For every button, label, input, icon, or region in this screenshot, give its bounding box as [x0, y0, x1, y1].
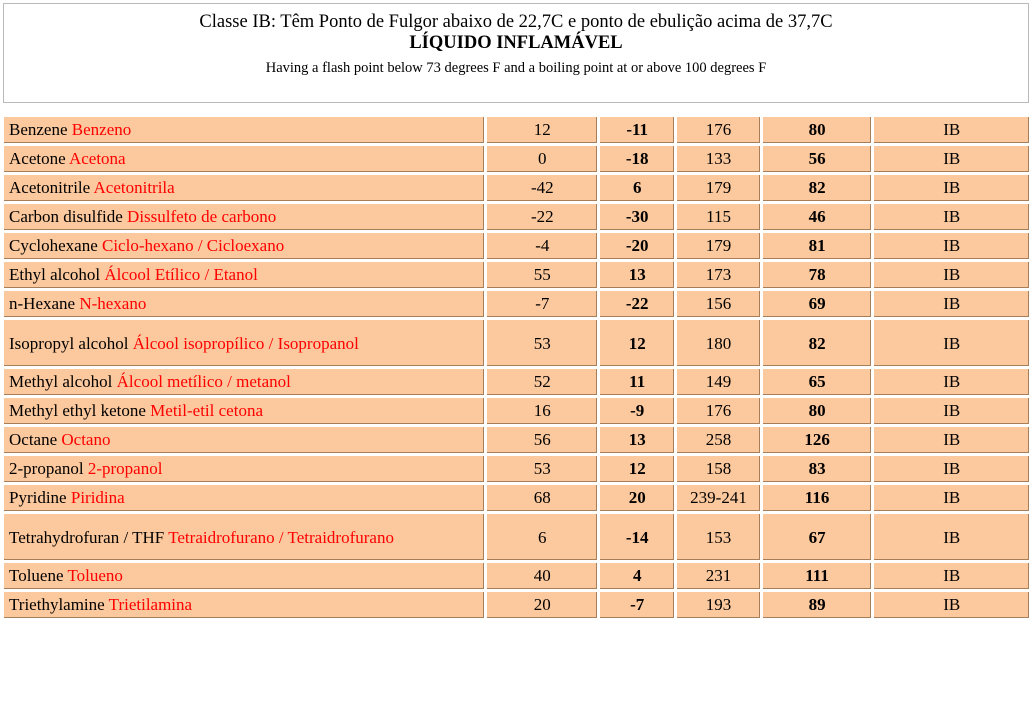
flash-point-f: -42 — [487, 175, 597, 201]
flash-point-c: 20 — [600, 485, 674, 511]
table-row — [4, 320, 1029, 366]
flash-point-f: 53 — [487, 456, 597, 482]
chemical-name-en: Octane — [9, 430, 58, 449]
class-title: LÍQUIDO INFLAMÁVEL — [409, 33, 623, 53]
flash-point-f: -22 — [487, 204, 597, 230]
chemical-name-en: Triethylamine — [9, 595, 105, 614]
class-cell: IB — [874, 175, 1029, 201]
boiling-point-f: 176 — [677, 117, 760, 143]
chemical-name-pt: Acetonitrila — [93, 178, 175, 197]
boiling-point-c: 83 — [763, 456, 872, 482]
chemical-name-en: Isopropyl alcohol — [9, 333, 129, 353]
boiling-point-c: 82 — [763, 320, 872, 366]
table-row — [4, 485, 1029, 511]
table-row — [4, 398, 1029, 424]
chemical-name-pt: Ciclo-hexano / Cicloexano — [102, 236, 285, 255]
flash-point-f: 56 — [487, 427, 597, 453]
chemical-name-cell — [4, 398, 484, 424]
boiling-point-f: 156 — [677, 291, 760, 317]
chemical-name-cell — [4, 320, 484, 366]
flash-point-c: -7 — [600, 592, 674, 618]
class-cell: IB — [874, 485, 1029, 511]
class-cell: IB — [874, 456, 1029, 482]
class-cell: IB — [874, 146, 1029, 172]
flash-point-f: -4 — [487, 233, 597, 259]
table-row — [4, 563, 1029, 589]
flash-point-f: 55 — [487, 262, 597, 288]
boiling-point-f: 173 — [677, 262, 760, 288]
class-cell: IB — [874, 320, 1029, 366]
boiling-point-c: 126 — [763, 427, 872, 453]
table-row — [4, 146, 1029, 172]
class-cell: IB — [874, 262, 1029, 288]
class-cell: IB — [874, 563, 1029, 589]
boiling-point-f: 180 — [677, 320, 760, 366]
chemical-name-pt: Metil-etil cetona — [150, 401, 263, 420]
boiling-point-c: 69 — [763, 291, 872, 317]
flash-point-c: 13 — [600, 427, 674, 453]
table-row — [4, 592, 1029, 618]
flash-point-c: -9 — [600, 398, 674, 424]
flash-point-c: -22 — [600, 291, 674, 317]
flash-point-c: -20 — [600, 233, 674, 259]
chemical-name-en: Methyl alcohol — [9, 372, 113, 391]
chemical-name-cell — [4, 146, 484, 172]
boiling-point-f: 158 — [677, 456, 760, 482]
table-row — [4, 427, 1029, 453]
chemical-name-en: 2-propanol — [9, 459, 84, 478]
boiling-point-f: 153 — [677, 514, 760, 560]
chemical-name-cell — [4, 175, 484, 201]
chemical-name-pt: Octano — [61, 430, 111, 449]
boiling-point-f: 133 — [677, 146, 760, 172]
chemical-name-pt: 2-propanol — [87, 459, 163, 478]
class-description: Classe IB: Têm Ponto de Fulgor abaixo de 22,7C e ponto de ebulição acima de 37,7C — [199, 12, 833, 32]
flash-point-f: 52 — [487, 369, 597, 395]
chemical-name-pt: Piridina — [70, 488, 125, 507]
table-row — [4, 117, 1029, 143]
boiling-point-c: 65 — [763, 369, 872, 395]
table-row — [4, 233, 1029, 259]
chemical-name-en: Cyclohexane — [9, 236, 98, 255]
class-cell: IB — [874, 291, 1029, 317]
boiling-point-f: 239-241 — [677, 485, 760, 511]
chemical-name-cell — [4, 592, 484, 618]
class-cell: IB — [874, 398, 1029, 424]
chemical-name-pt: Álcool Etílico / Etanol — [104, 265, 258, 284]
flash-point-c: 11 — [600, 369, 674, 395]
chemical-name-cell — [4, 369, 484, 395]
flash-point-f: 68 — [487, 485, 597, 511]
chemical-name-en: Benzene — [9, 120, 68, 139]
flash-point-f: 20 — [487, 592, 597, 618]
class-cell: IB — [874, 233, 1029, 259]
boiling-point-f: 193 — [677, 592, 760, 618]
chemical-name-en: Methyl ethyl ketone — [9, 401, 146, 420]
chemical-name-pt: Álcool isopropílico / Isopropanol — [132, 333, 359, 353]
flash-point-f: 0 — [487, 146, 597, 172]
boiling-point-c: 67 — [763, 514, 872, 560]
chemical-name-pt: Álcool metílico / metanol — [116, 372, 291, 391]
flash-point-f: 40 — [487, 563, 597, 589]
flash-point-c: 13 — [600, 262, 674, 288]
chemical-name-en: Acetone — [9, 149, 66, 168]
chemical-name-pt: Acetona — [68, 149, 126, 168]
flash-point-c: -18 — [600, 146, 674, 172]
chemical-name-en: Ethyl alcohol — [9, 265, 101, 284]
chemical-name-pt: N-hexano — [79, 294, 147, 313]
boiling-point-f: 258 — [677, 427, 760, 453]
boiling-point-f: 176 — [677, 398, 760, 424]
table-row — [4, 369, 1029, 395]
chemical-name-en: Toluene — [9, 566, 64, 585]
boiling-point-c: 78 — [763, 262, 872, 288]
class-cell: IB — [874, 369, 1029, 395]
chemical-table — [1, 114, 1032, 621]
chemical-name-cell — [4, 514, 484, 560]
chemical-name-cell — [4, 427, 484, 453]
table-row — [4, 204, 1029, 230]
chemical-name-cell — [4, 117, 484, 143]
class-header — [3, 3, 1029, 103]
chemical-name-en: Tetrahydrofuran / THF — [9, 527, 165, 547]
flash-point-c: 12 — [600, 456, 674, 482]
table-row — [4, 456, 1029, 482]
chemical-name-cell — [4, 262, 484, 288]
flash-point-f: -7 — [487, 291, 597, 317]
chemical-name-cell — [4, 291, 484, 317]
class-cell: IB — [874, 514, 1029, 560]
boiling-point-c: 89 — [763, 592, 872, 618]
flash-point-c: 6 — [600, 175, 674, 201]
flash-point-f: 6 — [487, 514, 597, 560]
boiling-point-f: 179 — [677, 175, 760, 201]
boiling-point-f: 149 — [677, 369, 760, 395]
chemical-name-pt: Dissulfeto de carbono — [127, 207, 277, 226]
boiling-point-c: 80 — [763, 117, 872, 143]
flash-point-f: 53 — [487, 320, 597, 366]
table-row — [4, 514, 1029, 560]
flash-point-c: 4 — [600, 563, 674, 589]
boiling-point-c: 111 — [763, 563, 872, 589]
boiling-point-c: 56 — [763, 146, 872, 172]
flash-point-f: 16 — [487, 398, 597, 424]
class-cell: IB — [874, 427, 1029, 453]
flash-point-f: 12 — [487, 117, 597, 143]
flash-point-c: -14 — [600, 514, 674, 560]
chemical-name-pt: Trietilamina — [108, 595, 193, 614]
boiling-point-c: 116 — [763, 485, 872, 511]
chemical-name-pt: Benzeno — [71, 120, 132, 139]
class-cell: IB — [874, 592, 1029, 618]
chemical-name-cell — [4, 563, 484, 589]
table-row — [4, 175, 1029, 201]
chemical-name-en: Carbon disulfide — [9, 207, 123, 226]
flash-point-c: -11 — [600, 117, 674, 143]
table-row — [4, 262, 1029, 288]
boiling-point-c: 82 — [763, 175, 872, 201]
boiling-point-f: 115 — [677, 204, 760, 230]
chemical-name-cell — [4, 233, 484, 259]
chemical-name-cell — [4, 485, 484, 511]
flash-point-c: -30 — [600, 204, 674, 230]
class-cell: IB — [874, 204, 1029, 230]
table-row — [4, 291, 1029, 317]
chemical-name-pt: Tolueno — [67, 566, 123, 585]
class-cell: IB — [874, 117, 1029, 143]
boiling-point-f: 179 — [677, 233, 760, 259]
boiling-point-f: 231 — [677, 563, 760, 589]
chemical-name-pt: Tetraidrofurano / Tetraidrofurano — [168, 527, 394, 547]
chemical-name-en: Pyridine — [9, 488, 67, 507]
boiling-point-c: 46 — [763, 204, 872, 230]
chemical-name-en: n-Hexane — [9, 294, 76, 313]
boiling-point-c: 80 — [763, 398, 872, 424]
boiling-point-c: 81 — [763, 233, 872, 259]
chemical-name-en: Acetonitrile — [9, 178, 91, 197]
chemical-name-cell — [4, 204, 484, 230]
class-description-en: Having a flash point below 73 degrees F and a boiling point at or above 100 degrees F — [265, 60, 767, 76]
flash-point-c: 12 — [600, 320, 674, 366]
chemical-name-cell — [4, 456, 484, 482]
